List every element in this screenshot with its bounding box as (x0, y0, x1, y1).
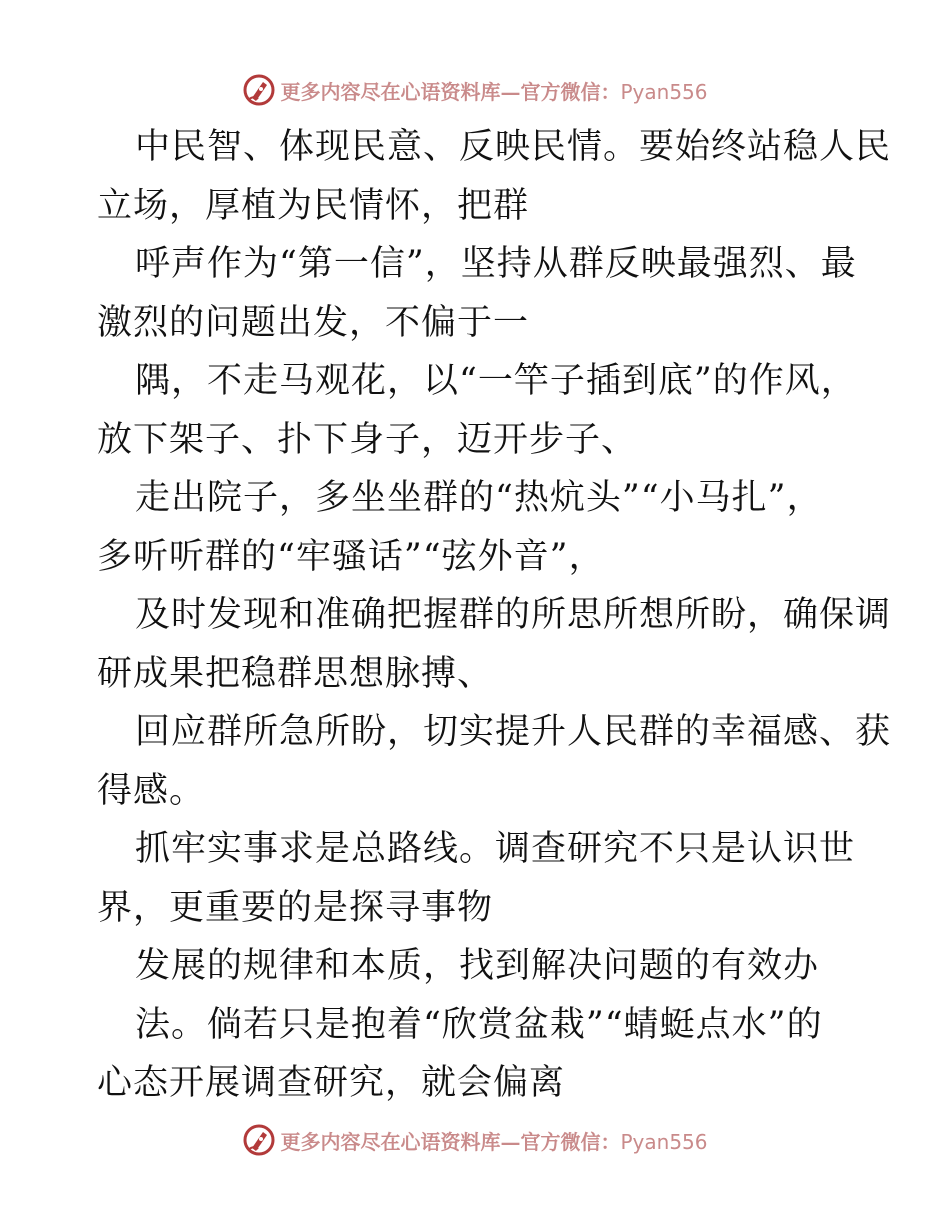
text-line: 回应群所急所盼，切实提升人民群的幸福感、获 (135, 712, 892, 752)
text-line: 立场，厚植为民情怀，把群 (97, 185, 530, 226)
text-line: 研成果把稳群思想脉搏、 (97, 653, 494, 694)
text-line: 得感。 (97, 770, 206, 811)
watermark-label: 更多内容尽在心语资料库—官方微信： (280, 79, 621, 104)
text-line: 放下架子、扑下身子，迈开步子、 (97, 419, 638, 460)
watermark-wechat-id: Pyan556 (620, 1129, 708, 1154)
pen-nib-circle-icon (242, 73, 276, 107)
text-line: 走出院子，多坐坐群的“热炕头”“小马扎”， (135, 478, 823, 518)
watermark-text (280, 1126, 707, 1155)
header-watermark (0, 70, 950, 110)
footer-watermark (0, 1120, 950, 1160)
text-line: 隅，不走马观花，以“一竿子插到底”的作风， (135, 361, 857, 401)
watermark-label: 更多内容尽在心语资料库—官方微信： (280, 1129, 621, 1154)
text-line: 及时发现和准确把握群的所思所想所盼，确保调 (135, 595, 892, 635)
text-line: 抓牢实事求是总路线。调查研究不只是认识世 (135, 829, 856, 869)
text-line: 界，更重要的是探寻事物 (97, 887, 494, 928)
text-line: 多听听群的“牢骚话”“弦外音”， (97, 536, 605, 577)
watermark-text (280, 76, 707, 105)
text-line: 发展的规律和本质，找到解决问题的有效办 (135, 946, 820, 986)
watermark-wechat-id: Pyan556 (620, 79, 708, 104)
text-line: 激烈的问题出发，不偏于一 (97, 302, 530, 343)
text-line: 心态开展调查研究，就会偏离 (97, 1063, 566, 1103)
text-line: 法。倘若只是抱着“欣赏盆栽”“蜻蜓点水”的 (135, 1004, 823, 1045)
text-line: 呼声作为“第一信”，坚持从群反映最强烈、最 (135, 244, 857, 284)
text-line: 中民智、体现民意、反映民情。要始终站稳人民 (135, 127, 892, 167)
pen-nib-circle-icon (242, 1123, 276, 1157)
document-body (97, 118, 892, 1113)
